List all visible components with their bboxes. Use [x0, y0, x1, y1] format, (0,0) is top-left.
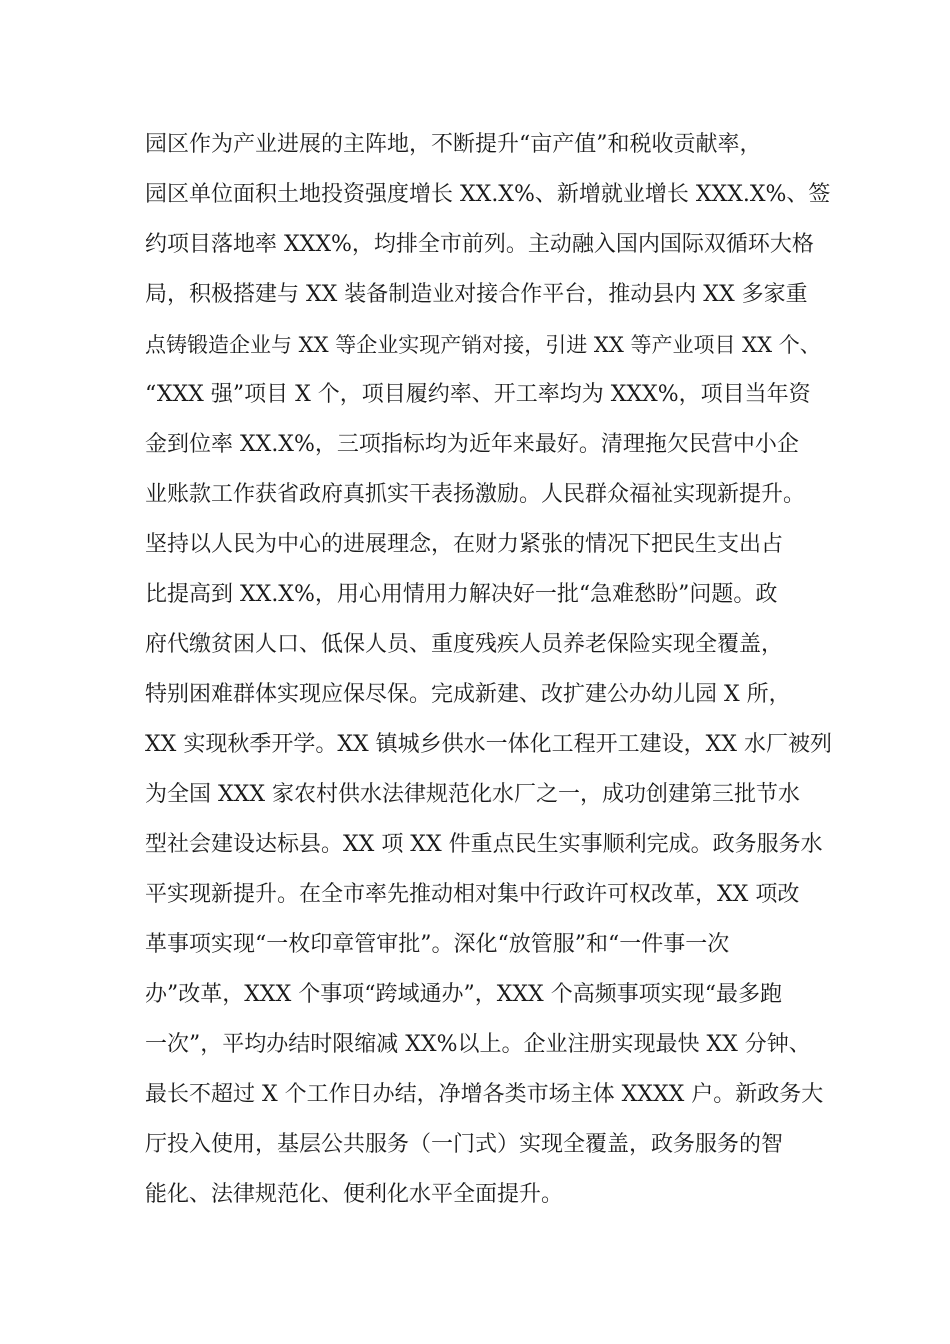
text-line: 约项目落地率 XXX%，均排全市前列。主动融入国内国际双循环大格: [145, 232, 814, 257]
text-line: 金到位率 XX.X%，三项指标均为近年来最好。清理拖欠民营中小企: [145, 432, 799, 457]
text-line: 能化、法律规范化、便利化水平全面提升。: [145, 1182, 564, 1207]
text-line: 特别困难群体实现应保尽保。完成新建、改扩建公办幼儿园 X 所，: [145, 682, 791, 707]
text-line: 业账款工作获省政府真抓实干表扬激励。人民群众福祉实现新提升。: [145, 482, 806, 507]
text-line: 园区单位面积土地投资强度增长 XX.X%、新增就业增长 XXX.X%、签: [145, 182, 831, 207]
text-line: 园区作为产业进展的主阵地，不断提升“亩产值”和税收贡献率，: [145, 132, 762, 157]
text-line: 比提高到 XX.X%，用心用情用力解决好一批“急难愁盼”问题。政: [145, 582, 778, 607]
text-line: 最长不超过 X 个工作日办结，净增各类市场主体 XXXX 户。新政务大: [145, 1082, 824, 1107]
text-line: 局，积极搭建与 XX 装备制造业对接合作平台，推动县内 XX 多家重: [145, 282, 808, 307]
text-line: 点铸锻造企业与 XX 等企业实现产销对接，引进 XX 等产业项目 XX 个、: [145, 333, 821, 357]
text-line: 办”改革，XXX 个事项“跨域通办”，XXX 个高频事项实现“最多跑: [145, 982, 782, 1007]
text-line: 坚持以人民为中心的进展理念，在财力紧张的情况下把民生支出占: [145, 532, 784, 557]
text-line: 府代缴贫困人口、低保人员、重度残疾人员养老保险实现全覆盖，: [145, 632, 784, 657]
text-line: 型社会建设达标县。XX 项 XX 件重点民生实事顺利完成。政务服务水: [145, 832, 823, 857]
text-line: 革事项实现“一枚印章管审批”。深化“放管服”和“一件事一次: [145, 932, 730, 957]
text-line: “XXX 强”项目 X 个，项目履约率、开工率均为 XXX%，项目当年资: [145, 382, 811, 407]
text-line: 平实现新提升。在全市率先推动相对集中行政许可权改革，XX 项改: [145, 882, 800, 907]
body-paragraph: [145, 120, 835, 1220]
text-line: 一次”，平均办结时限缩减 XX%以上。企业注册实现最快 XX 分钟、: [145, 1032, 811, 1057]
text-line: 厅投入使用，基层公共服务（一门式）实现全覆盖，政务服务的智: [145, 1132, 784, 1157]
text-line: XX 实现秋季开学。XX 镇城乡供水一体化工程开工建设，XX 水厂被列: [145, 732, 832, 757]
text-line: 为全国 XXX 家农村供水法律规范化水厂之一，成功创建第三批节水: [145, 782, 800, 807]
